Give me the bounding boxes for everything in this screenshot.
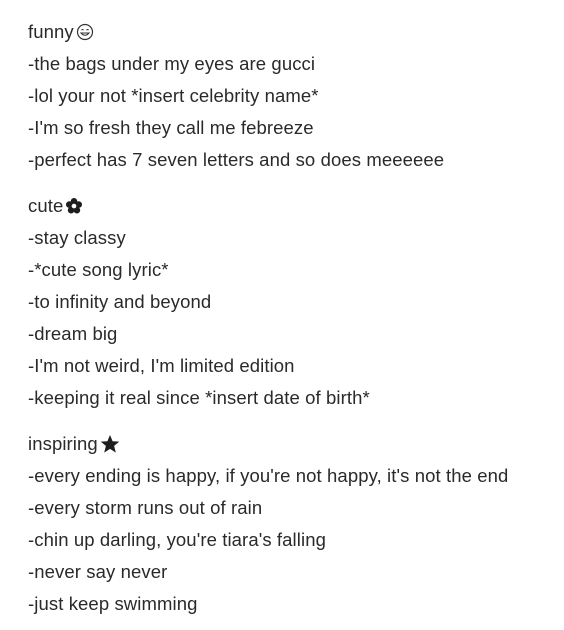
document [28, 16, 558, 630]
section-inspiring [28, 428, 558, 620]
list-item: -perfect has 7 seven letters and so does meeeeee [28, 149, 445, 170]
list-item: -every ending is happy, if you're not happy, it's not the end [28, 465, 509, 486]
section-heading-inspiring [28, 428, 558, 460]
list-item: -just keep swimming [28, 593, 198, 614]
section-title: inspiring [28, 433, 98, 454]
list-item: -*cute song lyric* [28, 259, 169, 280]
section-title: cute [28, 195, 64, 216]
star-icon [100, 434, 120, 454]
section-title: funny [28, 21, 74, 42]
section-heading-funny [28, 16, 558, 48]
list-item: -every storm runs out of rain [28, 497, 263, 518]
list-item: -dream big [28, 323, 118, 344]
list-item: -never say never [28, 561, 168, 582]
list-item: -I'm so fresh they call me febreeze [28, 117, 314, 138]
list-item: -keeping it real since *insert date of birth* [28, 387, 370, 408]
list-item: -chin up darling, you're tiara's falling [28, 529, 326, 550]
list-item: -lol your not *insert celebrity name* [28, 85, 319, 106]
list-item: -to infinity and beyond [28, 291, 212, 312]
list-item: -I'm not weird, I'm limited edition [28, 355, 295, 376]
list-item: -stay classy [28, 227, 126, 248]
smiley-icon [76, 23, 94, 41]
section-heading-cute [28, 190, 558, 222]
section-cute [28, 190, 558, 414]
flower-icon [65, 197, 83, 215]
list-item: -the bags under my eyes are gucci [28, 53, 316, 74]
section-funny [28, 16, 558, 176]
